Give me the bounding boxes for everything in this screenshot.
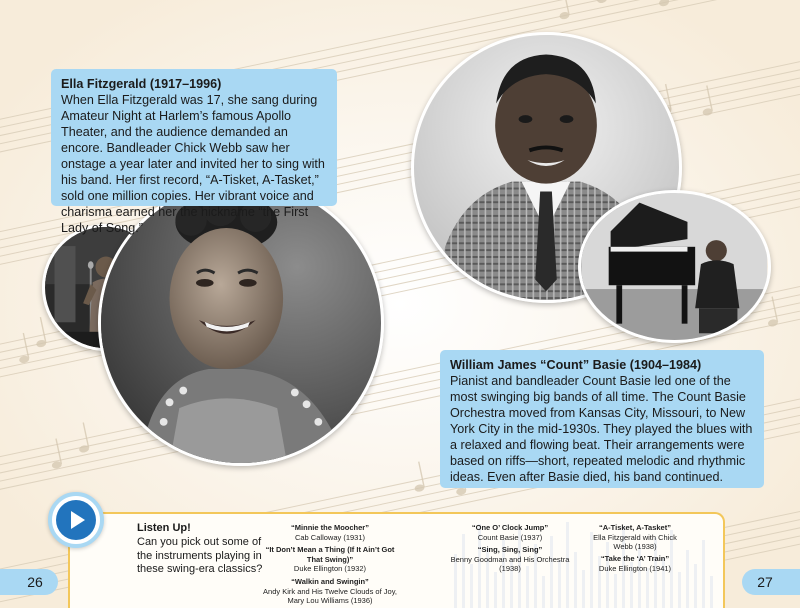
count-basie-infobox [440,350,764,488]
song-walkin-and-swingin: “Walkin and Swingin” Andy Kirk and His Twelve Clouds of Joy, Mary Lou Williams (1936) [263,577,397,605]
play-button-circle [56,500,96,540]
count-basie-heading: William James “Count” Basie (1904–1984) [450,358,702,372]
page-number-right: 27 [742,569,800,595]
song-take-the-a-train: “Take the ‘A’ Train” Duke Ellington (1941) [598,554,672,573]
listen-up-heading: Listen Up! [137,522,191,534]
listen-up-panel [68,512,725,608]
ella-fitzgerald-heading: Ella Fitzgerald (1917–1996) [61,77,222,91]
listen-up-prompt: Can you pick out some of the instruments playing in these swing-era classics? [137,536,263,575]
song-minnie-the-moocher: “Minnie the Moocher” Cab Calloway (1931) [291,523,369,542]
song-a-tisket-a-tasket: “A-Tisket, A-Tasket” Ella Fitzgerald with Chick Webb (1938) [593,523,677,551]
song-one-o-clock-jump: “One O’ Clock Jump” Count Basie (1937) [471,523,549,542]
count-basie-bio: Pianist and bandleader Count Basie led one of the most swinging big bands of all time. The Count Basie Orchestra moved from Kansas City, Missouri, to New York City in the mid-1930s. They played the blues with a relaxed and flowing beat. Their arrangements were based on riffs—short, repeated melodic and rhythmic ideas. Even after Basie died, his band continued. [450,374,753,484]
play-button[interactable] [48,492,104,548]
song-sing-sing-sing: “Sing, Sing, Sing” Benny Goodman and His Orchestra (1938) [450,545,570,573]
page-number-left: 26 [0,569,58,595]
ella-fitzgerald-bio: When Ella Fitzgerald was 17, she sang during Amateur Night at Harlem’s famous Apollo Theater, and the audience demanded an encore. Bandleader Chick Webb saw her onstage a year later and invited her to sing with his band. Her first record, “A-Tisket, A-Tasket,” sold one million copies. Her vibrant voice and charisma earned her the nickname “the First Lady of Song.” [61,93,325,235]
count-basie-piano-photo [578,190,771,343]
ella-fitzgerald-infobox [51,69,337,235]
play-icon [56,500,96,540]
song-it-dont-mean-a-thing: “It Don’t Mean a Thing (If It Ain’t Got That Swing)” Duke Ellington (1932) [265,545,395,573]
